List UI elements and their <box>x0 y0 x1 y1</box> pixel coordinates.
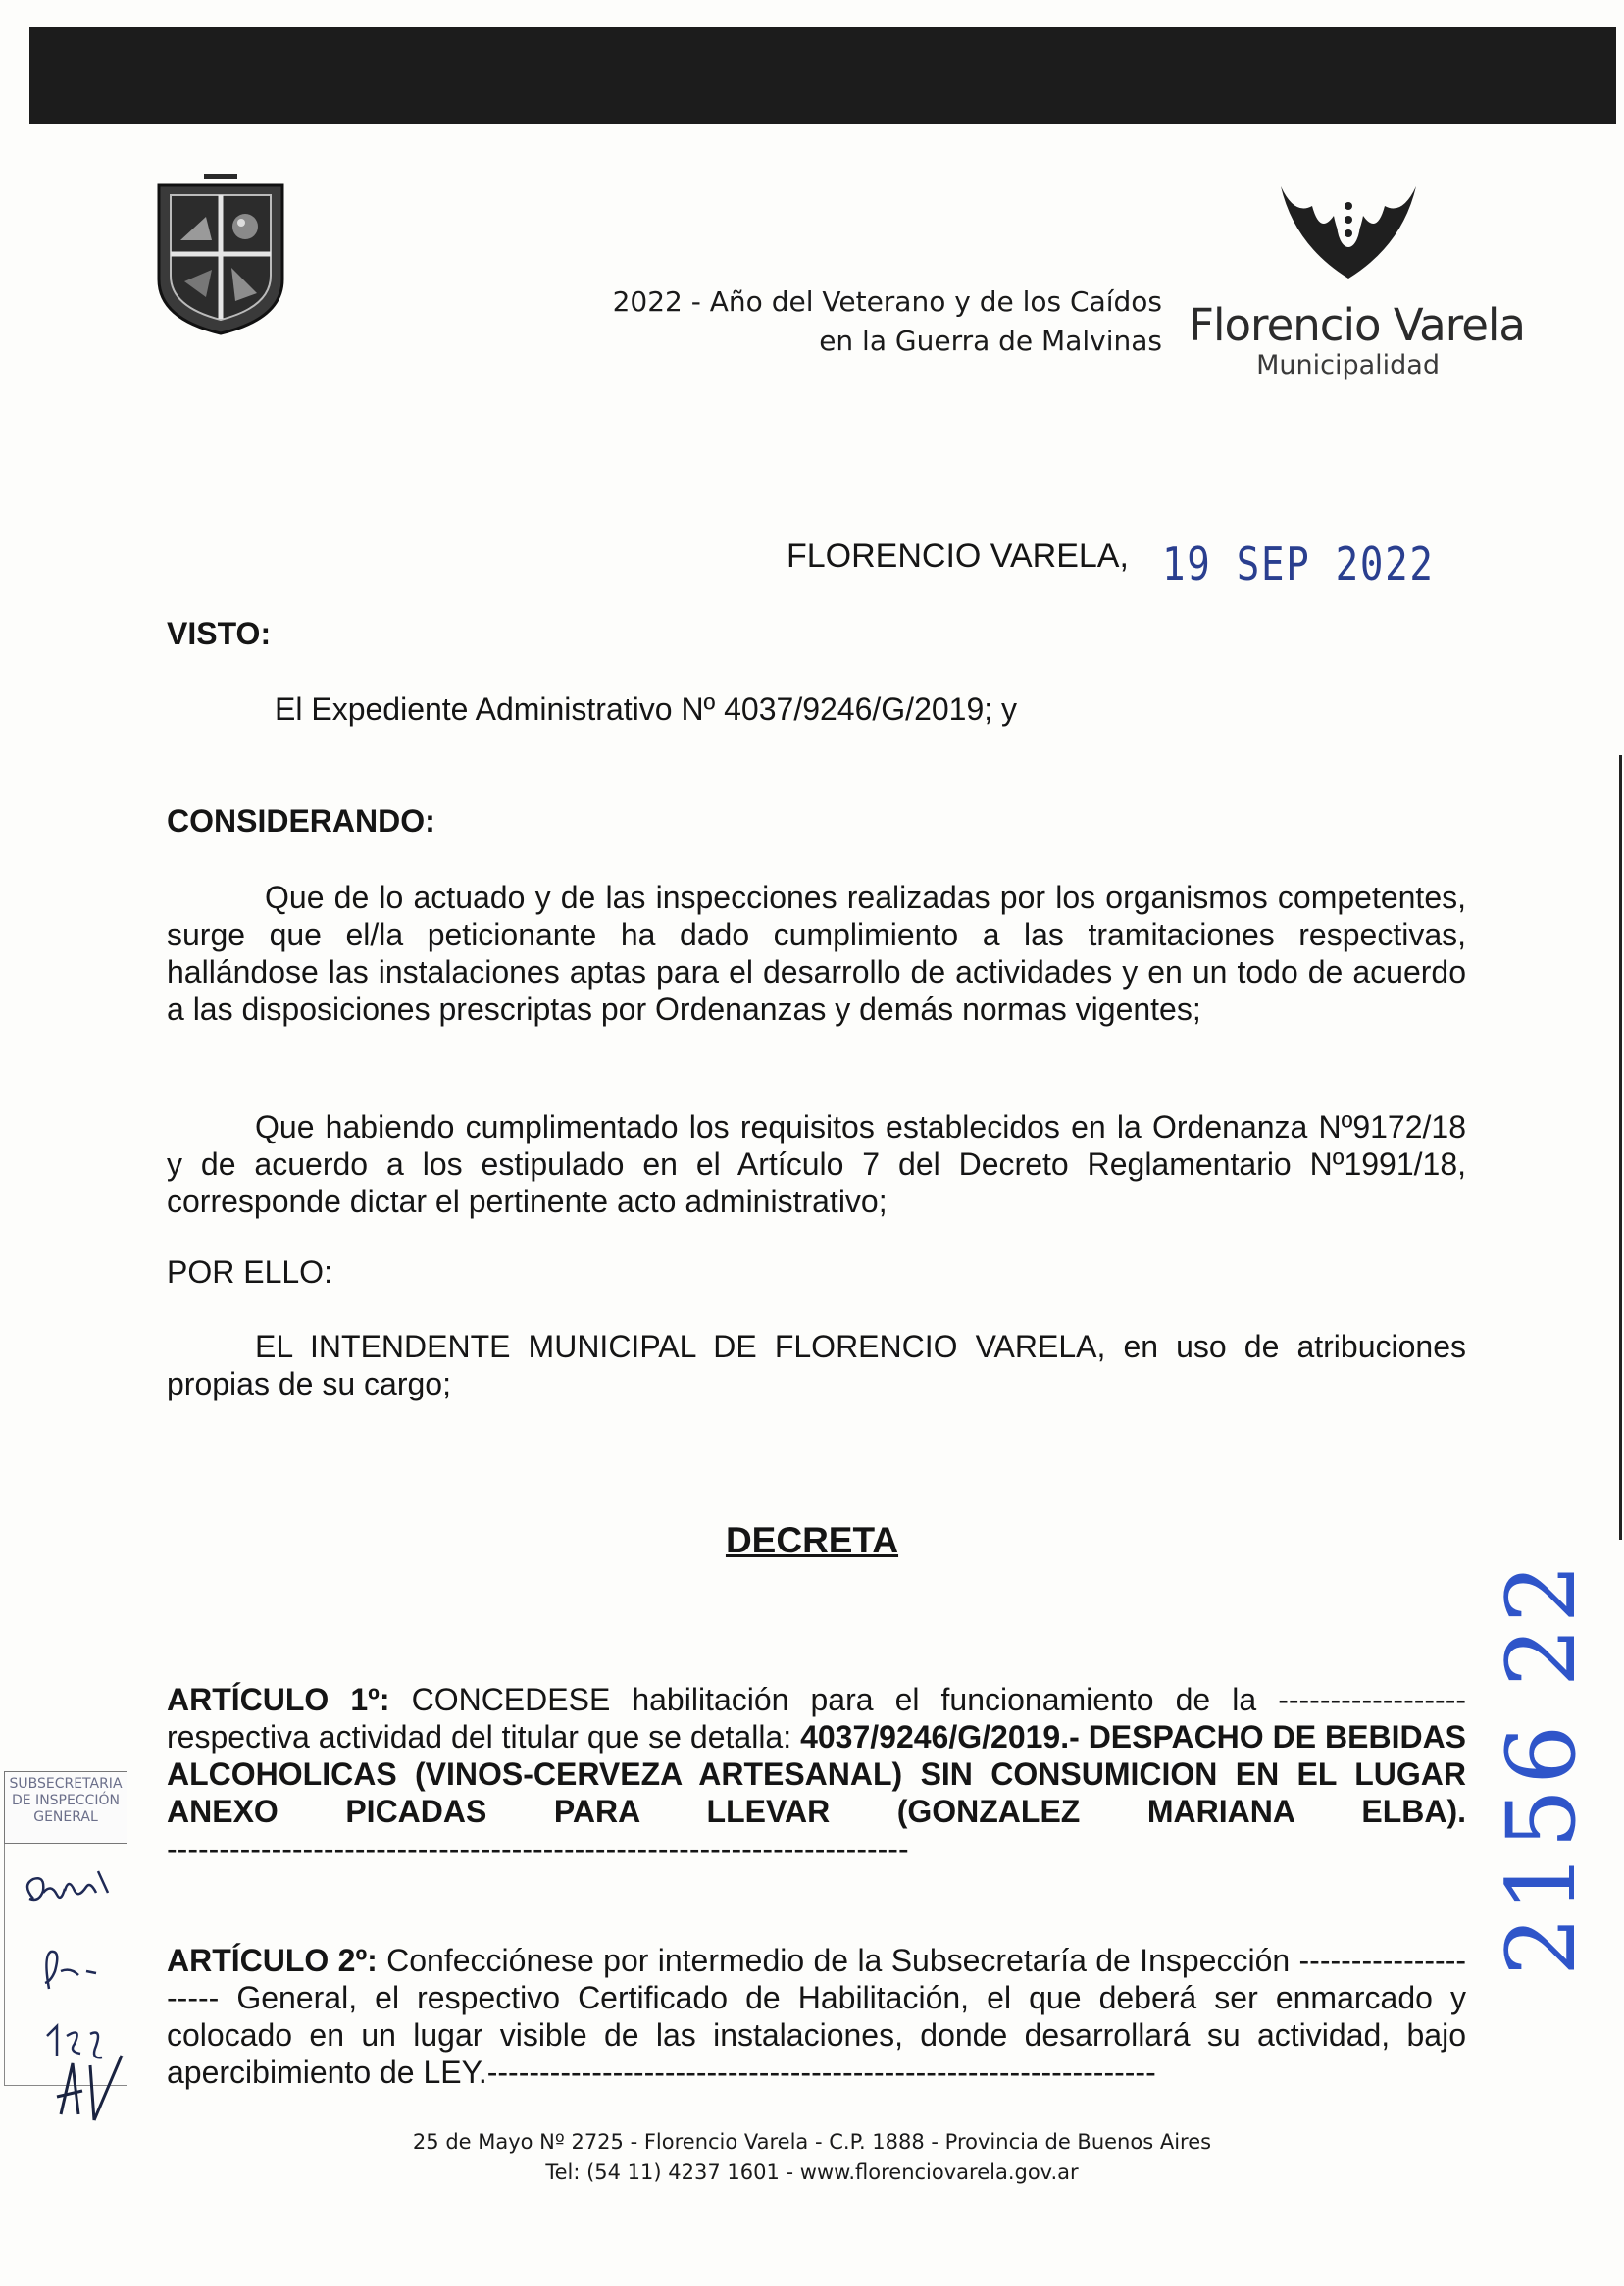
considerando-paragraph-1-text: Que de lo actuado y de las inspecciones realizadas por los organismos competentes, surge que el/la peticionante ha dado cumplimiento a las tramitaciones respectivas, hallándose las instalaciones aptas para el desarrollo de actividades y en un todo de acuerdo a las disposiciones prescriptas por Ordenanzas y demás normas vigentes; <box>167 880 1466 1027</box>
article-1-dashes: ----------------------------------------------------------------------- <box>167 1831 909 1866</box>
article-1-text: CONCEDESE habilitación para el funcionamiento de la ------------------ respectiva actividad del titular que se detalla: <box>167 1682 1467 1754</box>
considerando-heading: CONSIDERANDO: <box>167 803 435 838</box>
brand-name: Florencio Varela <box>1189 299 1525 351</box>
visto-heading: VISTO: <box>167 616 272 651</box>
date-stamp: 19 SEP 2022 <box>1162 537 1435 590</box>
scan-header-bar <box>29 27 1616 124</box>
decree-number-annotation <box>1471 1442 1599 1991</box>
footer-address: 25 de Mayo Nº 2725 - Florencio Varela - C.P. 1888 - Provincia de Buenos Aires <box>412 2130 1212 2154</box>
place-label: FLORENCIO VARELA, <box>787 537 1129 575</box>
year-motto-line2: en la Guerra de Malvinas <box>819 325 1162 357</box>
decreta-heading: DECRETA <box>725 1520 899 1560</box>
brand-subtitle: Municipalidad <box>1256 350 1440 381</box>
considerando-paragraph-2 <box>167 1108 1466 1220</box>
decree-number-text: 2156 22 <box>1487 1559 1597 1976</box>
footer-contact: Tel: (54 11) 4237 1601 - www.florenciovarela.gov.ar <box>545 2160 1079 2184</box>
considerando-paragraph-2-text: Que habiendo cumplimentado los requisitos establecidos en la Ordenanza Nº9172/18 y de acuerdo a los estipulado en el Artículo 7 del Decreto Reglamentario Nº1991/18, corresponde dictar el pertinente acto administrativo; <box>167 1109 1466 1219</box>
side-stamp-line3: GENERAL <box>33 1809 98 1825</box>
article-2-text: Confecciónese por intermedio de la Subsecretaría de Inspección --------------------- General, el respectivo Certificado de Habilitación, el que deberá ser enmarcado y colocado en un lugar visible de las instalaciones, donde desarrollará su actividad, bajo apercibimiento de LEY. <box>167 1943 1467 2090</box>
side-stamp-line2: DE INSPECCIÓN <box>11 1793 121 1808</box>
article-1-detail: 4037/9246/G/2019.- DESPACHO DE BEBIDAS ALCOHOLICAS (VINOS-CERVEZA ARTESANAL) SIN CONSUMICION EN EL LUGAR ANEXO PICADAS PARA LLEVAR (GONZALEZ MARIANA ELBA). <box>167 1719 1467 1829</box>
florencio-varela-logo-icon <box>1275 177 1422 284</box>
municipal-seal-icon <box>147 172 294 338</box>
article-2-label: ARTÍCULO 2º: <box>167 1943 378 1978</box>
considerando-paragraph-1 <box>167 879 1466 1028</box>
article-2 <box>167 1942 1466 2091</box>
article-1-label: ARTÍCULO 1º: <box>167 1682 390 1717</box>
article-2-dashes: ---------------------------------------------------------------- <box>486 2055 1156 2090</box>
side-stamp-line1: SUBSECRETARIA <box>9 1776 123 1792</box>
year-motto <box>549 282 1162 361</box>
scan-edge-line <box>1619 755 1622 1540</box>
article-1 <box>167 1681 1466 1867</box>
handwritten-initials <box>0 1834 157 2158</box>
visto-text: El Expediente Administrativo Nº 4037/9246/G/2019; y <box>275 691 1018 727</box>
year-motto-line1: 2022 - Año del Veterano y de los Caídos <box>612 285 1162 318</box>
intendente-paragraph <box>167 1328 1466 1402</box>
intendente-text: EL INTENDENTE MUNICIPAL DE FLORENCIO VARELA, en uso de atribuciones propias de su cargo; <box>167 1329 1466 1401</box>
side-stamp <box>4 1771 127 1844</box>
por-ello: POR ELLO: <box>167 1254 332 1290</box>
